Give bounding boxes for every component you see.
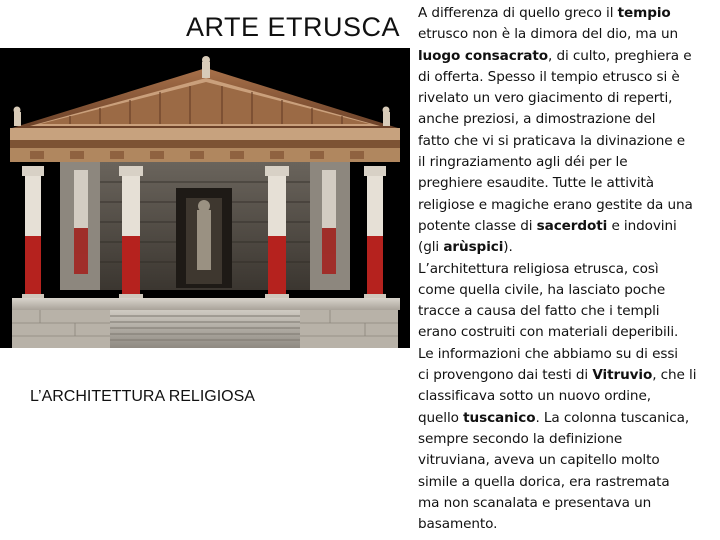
body-line xyxy=(418,259,718,280)
body-text-segment: anche preziosi, a dimostrazione del xyxy=(418,111,656,128)
body-line xyxy=(418,280,718,301)
body-text-segment: tracce a causa del fatto che i templi xyxy=(418,303,660,320)
body-line xyxy=(418,429,718,450)
bold-term: tuscanico xyxy=(463,409,536,426)
body-text-segment: potente classe di xyxy=(418,217,537,234)
bold-term: tempio xyxy=(617,5,671,21)
body-text-segment: vitruviana, aveva un capitello molto xyxy=(418,452,660,469)
body-text-segment: e indovini xyxy=(607,217,677,234)
body-line xyxy=(418,450,718,471)
body-text-segment: basamento. xyxy=(418,516,498,533)
body-text-segment: rivelato un vero giacimento di reperti, xyxy=(418,90,673,107)
body-text-segment: il ringraziamento agli déi per le xyxy=(418,154,628,171)
body-line xyxy=(418,322,718,343)
body-paragraph xyxy=(418,3,718,535)
body-text-segment: , di culto, preghiera e xyxy=(548,47,692,64)
body-line xyxy=(418,109,718,130)
body-line xyxy=(418,173,718,194)
body-text-segment: sempre secondo la definizione xyxy=(418,430,623,447)
temple-image xyxy=(0,48,410,348)
body-text-segment: (gli xyxy=(418,239,444,256)
body-line xyxy=(418,514,718,535)
body-text-segment: preghiere esaudite. Tutte le attività xyxy=(418,175,654,192)
slide-title: ARTE ETRUSCA xyxy=(185,12,400,42)
body-line xyxy=(418,88,718,109)
body-text-segment: simile a quella dorica, era rastremata xyxy=(418,473,670,490)
body-text-segment: etrusco non è la dimora del dio, ma un xyxy=(418,26,679,43)
body-text-segment: ci provengono dai testi di xyxy=(418,367,593,384)
body-text-segment: quello xyxy=(418,409,464,426)
body-line xyxy=(418,408,718,429)
body-text-segment: L’architettura religiosa etrusca, così xyxy=(418,260,659,277)
body-text-segment: ). xyxy=(503,239,513,256)
body-line xyxy=(418,152,718,173)
body-text-segment: classificava sotto un nuovo ordine, xyxy=(418,388,651,405)
body-line xyxy=(418,46,718,67)
body-line xyxy=(418,472,718,493)
body-line xyxy=(418,3,718,24)
body-line xyxy=(418,131,718,152)
slide-subtitle: L’ARCHITETTURA RELIGIOSA xyxy=(30,388,255,405)
body-line xyxy=(418,365,718,386)
bold-term: sacerdoti xyxy=(536,217,608,234)
body-text-segment: ma non scanalata e presentava un xyxy=(418,494,652,511)
body-text-segment: , che li xyxy=(652,367,697,384)
body-line xyxy=(418,237,718,258)
temple-illustration xyxy=(0,48,410,348)
body-text-segment: A differenza di quello greco il xyxy=(418,5,618,21)
body-text-segment: fatto che vi si praticava la divinazione e xyxy=(418,132,685,149)
body-line xyxy=(418,493,718,514)
body-text-segment: religiose e magiche erano gestite da una xyxy=(418,196,693,213)
bold-term: Vitruvio xyxy=(592,367,653,384)
body-text-segment: . La colonna tuscanica, xyxy=(535,409,690,426)
body-text-segment: Le informazioni che abbiamo su di essi xyxy=(418,345,678,362)
bold-term: arùspici xyxy=(443,239,504,256)
body-text-segment: di offerta. Spesso il tempio etrusco si è xyxy=(418,68,680,85)
body-text-segment: come quella civile, ha lasciato poche xyxy=(418,281,666,298)
body-line xyxy=(418,195,718,216)
body-line xyxy=(418,67,718,88)
body-line xyxy=(418,216,718,237)
body-line xyxy=(418,24,718,45)
body-line xyxy=(418,301,718,322)
body-line xyxy=(418,386,718,407)
body-line xyxy=(418,344,718,365)
bold-term: luogo consacrato xyxy=(418,47,548,64)
body-text-segment: erano costruiti con materiali deperibili. xyxy=(418,324,679,341)
